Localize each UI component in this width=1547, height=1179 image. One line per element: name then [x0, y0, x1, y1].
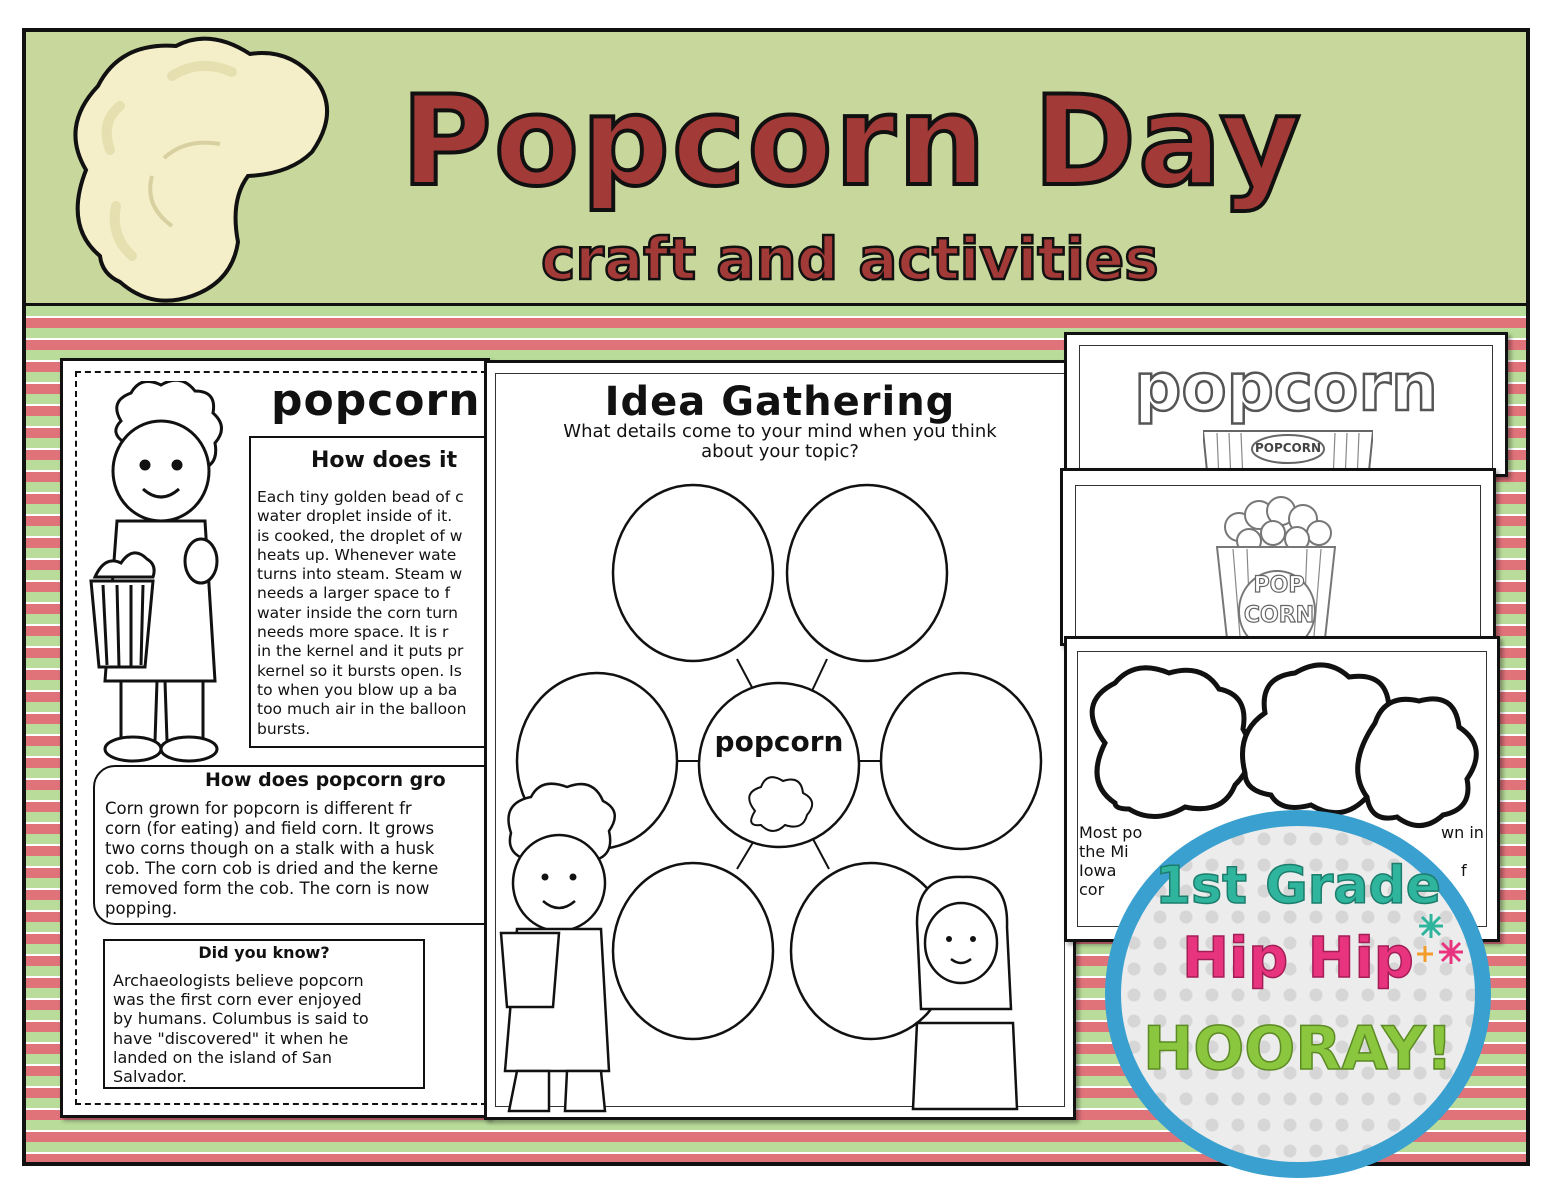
fact-text-line1-start: Most po — [1079, 823, 1143, 842]
tub-label: POPCORN — [1254, 441, 1322, 455]
popcorn-box-coloring-sheet — [1060, 468, 1496, 646]
fact-text-line1-end: wn in — [1441, 823, 1484, 842]
popcorn-kernel-shapes — [1085, 653, 1485, 833]
box-body-text: Corn grown for popcorn is different fr corn (for eating) and field corn. It grows two corns though on a stalk with a husk cob. The corn cob is dried and the kerne removed form the cob. The corn is now popping. — [105, 799, 439, 918]
page-title: Popcorn Day — [401, 70, 1303, 214]
brand-badge — [1105, 810, 1491, 1178]
badge-line-hooray: HOORAY! — [1143, 1014, 1453, 1084]
box-body-text: Archaeologists believe popcorn was the first corn ever enjoyed by humans. Columbus is said to have "discovered" it when he landed on the island of San Salvador. — [113, 971, 369, 1087]
badge-line-hip-hip: Hip Hip — [1182, 926, 1414, 991]
idea-gathering-prompt-line2: about your topic? — [701, 441, 859, 462]
idea-gathering-prompt-line1: What details come to your mind when you think — [563, 421, 997, 442]
idea-bubble-top-left — [613, 485, 773, 661]
boy-eating-popcorn-illustration — [81, 381, 251, 771]
box-heading: How does popcorn gro — [205, 769, 446, 791]
center-topic-label: popcorn — [714, 725, 844, 758]
badge-line-1st-grade: 1st Grade — [1155, 856, 1441, 916]
fact-text-line3-start: Iowa — [1079, 861, 1117, 880]
fact-text-line3-end: f — [1461, 861, 1467, 880]
popcorn-outline-title: popcorn — [1134, 349, 1438, 426]
passage-title: popcorn — [271, 375, 481, 426]
flower-decoration-icon — [1411, 910, 1471, 970]
idea-bubble-right — [881, 673, 1041, 849]
reading-passage-sheet — [60, 358, 490, 1118]
idea-bubble-top-right — [787, 485, 947, 661]
fact-text-line4-start: cor — [1079, 880, 1105, 899]
idea-bubble-bottom-left — [613, 863, 773, 1039]
how-does-popcorn-grow-box — [93, 765, 490, 925]
idea-gathering-sheet — [484, 360, 1076, 1120]
box-label-pop: POP — [1253, 573, 1305, 598]
fact-text-line2-start: the Mi — [1079, 842, 1129, 861]
box-heading: Did you know? — [198, 943, 330, 962]
idea-gathering-title: Idea Gathering — [604, 379, 956, 425]
did-you-know-box — [103, 939, 425, 1089]
box-body-text: Each tiny golden bead of c water droplet inside of it. is cooked, the droplet of w heats up. Whenever wate turns into steam. Steam w needs a larger space to f water inside the corn turn needs more space. It is r in the kernel and it puts pr kernel so it bursts open. Is to when you blow up a ba too much air in the balloon bursts. — [257, 488, 467, 738]
page-subtitle: craft and activities — [541, 225, 1159, 293]
popcorn-kernel-logo-icon — [52, 16, 352, 316]
box-label-corn: CORN — [1243, 603, 1315, 628]
how-does-it-pop-box — [249, 436, 490, 748]
box-heading: How does it — [311, 448, 458, 473]
popcorn-title-page-sheet — [1064, 332, 1508, 477]
